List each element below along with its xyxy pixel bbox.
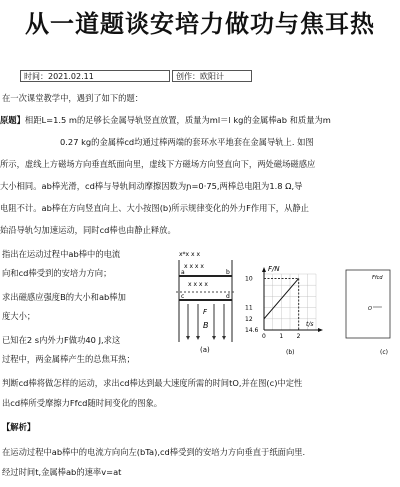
y-axis-arrow [262, 267, 266, 272]
figure-a-apparatus [176, 246, 238, 356]
question-4b: 出cd棒所受摩擦力Ffcd随时间变化的图象。 [2, 398, 163, 408]
page-title: 从一道题谈安培力做功与焦耳热 [25, 10, 375, 38]
question-1b: 向和cd棒受到的安培力方向； [2, 268, 112, 278]
question-3a: 已知在2 s内外力F做功40 J,求这 [2, 335, 121, 345]
x-axis-arrow [318, 328, 323, 332]
x-tick-label: 0 [262, 333, 266, 340]
x-axis-label: t/s [306, 321, 314, 328]
meta-author: 创作：欧阳计 [172, 70, 252, 82]
x-tick-label: 2 [296, 333, 301, 340]
figure-c-caption: (c) [380, 349, 388, 356]
field-arrow-2 [196, 336, 200, 340]
field-row-2: x x x x [188, 281, 208, 288]
problem-line-6: 始沿导轨匀加速运动，同时cd棒也由静止释放。 [0, 225, 176, 235]
problem-line-2: 0.27 kg的金属棒cd均通过棒两端的套环水平地套在金属导轨上. 如图 [60, 137, 314, 147]
field-arrow-1 [186, 336, 190, 340]
question-4a: 判断cd棒将做怎样的运动，求出cd棒达到最大速度所需的时间tO,并在图(c)中定性 [2, 378, 303, 388]
problem-line-3: 所示，虚线上方磁场方向垂直纸面向里，虚线下方磁场方向竖直向下，两处磁场磁感应 [0, 159, 316, 169]
figure-b-chart [244, 262, 324, 356]
label-c: c [181, 293, 185, 300]
figure-c-frame [346, 270, 390, 338]
problem-line-5: 电阻不计。ab棒在方向竖直向上、大小按图(b)所示规律变化的外力F作用下，从静止 [0, 203, 309, 213]
y-axis-label: F/N [268, 265, 280, 273]
y-tick-label: 10 [245, 275, 253, 283]
x-tick-label: 1 [279, 333, 284, 340]
meta-time: 时间：2021.02.11 [20, 70, 170, 82]
label-b: b [226, 269, 230, 276]
intro-text: 在一次课堂教学中，遇到了如下的题： [2, 93, 144, 103]
figure-a-caption: (a) [200, 346, 210, 354]
question-2a: 求出磁感应强度B的大小和ab棒加 [2, 292, 126, 302]
solution-line-1: 在运动过程中ab棒中的电流方向向左(bTa),cd棒受到的安培力方向垂直于纸面向里. [2, 447, 306, 457]
solution-label: 【解析】 [2, 422, 36, 432]
field-top-marks: x*x x x [179, 251, 201, 258]
field-row-1: x x x x [184, 263, 204, 270]
label-d: d [226, 293, 230, 300]
label-B: B [203, 321, 209, 330]
question-3b: 过程中，两金属棒产生的总焦耳热； [2, 354, 135, 364]
solution-line-2: 经过时间t,金属棒ab的速率v=at [2, 467, 122, 477]
figure-c-axes [342, 262, 394, 356]
label-a: a [181, 269, 185, 276]
question-2b: 度大小； [2, 311, 36, 321]
y-tick-label: 14.6 [245, 327, 259, 334]
field-arrow-4 [222, 336, 226, 340]
figure-c-ylabel: Ffcd [372, 275, 383, 281]
problem-line-1 [0, 114, 331, 126]
problem-label: 原题】 [0, 115, 25, 125]
field-arrow-3 [212, 336, 216, 340]
y-tick-label: 12 [245, 315, 253, 323]
figure-b-caption: (b) [286, 349, 295, 356]
problem-line-4: 大小相同。ab棒光滑，cd棒与导轨间动摩擦因数为ɲ=0·75,两棒总电阻为1.8 Ω,导 [0, 181, 303, 191]
y-tick-label: 11 [245, 304, 253, 312]
figure-c-origin: O [368, 306, 372, 312]
question-1a: 指出在运动过程中ab棒中的电流 [2, 249, 121, 259]
problem-text: 相距L=1.5 m的足够长金属导轨竖直放置，质量为ml＝l kg的金属棒ab 和质量为m [24, 115, 331, 125]
label-F: F [203, 308, 208, 316]
